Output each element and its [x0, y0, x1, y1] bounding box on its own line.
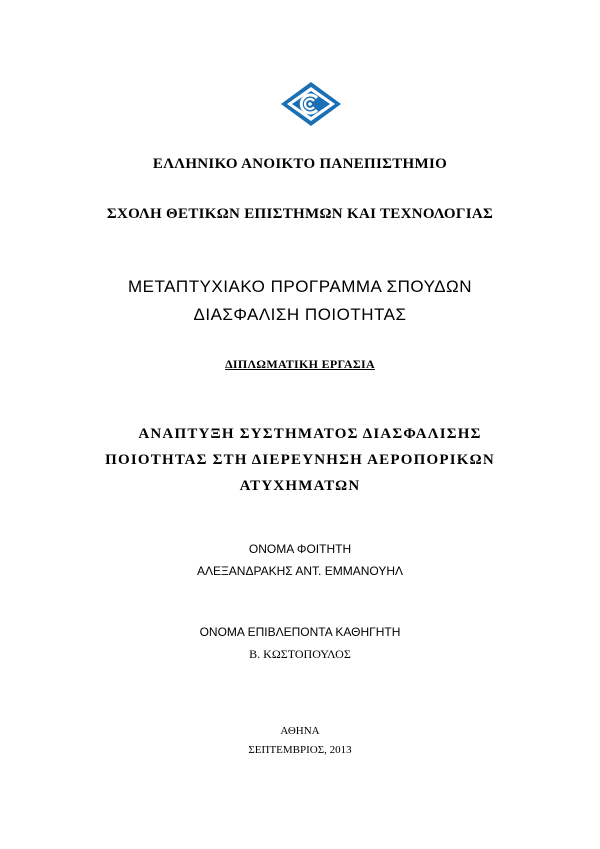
student-name: ΑΛΕΞΑΝΔΡΑΚΗΣ ΑΝΤ. ΕΜΜΑΝΟΥΗΛ: [196, 564, 404, 578]
school-name: ΣΧΟΛΗ ΘΕΤΙΚΩΝ ΕΠΙΣΤΗΜΩΝ ΚΑΙ ΤΕΧΝΟΛΟΓΙΑΣ: [106, 206, 494, 222]
place: ΑΘΗΝΑ: [280, 725, 320, 737]
thesis-title-line-3: ΑΤΥΧΗΜΑΤΩΝ: [239, 478, 361, 494]
program-name: ΜΕΤΑΠΤΥΧΙΑΚΟ ΠΡΟΓΡΑΜΜΑ ΣΠΟΥΔΩΝ: [127, 277, 473, 296]
student-label: ΟΝΟΜΑ ΦΟΙΤΗΤΗ: [248, 542, 352, 556]
document-type: ΔΙΠΛΩΜΑΤΙΚΗ ΕΡΓΑΣΙΑ: [225, 357, 375, 371]
program-specialization: ΔΙΑΣΦΑΛΙΣΗ ΠΟΙΟΤΗΤΑΣ: [193, 305, 407, 324]
thesis-title-line-2: ΠΟΙΟΤΗΤΑΣ ΣΤΗ ΔΙΕΡΕΥΝΗΣΗ ΑΕΡΟΠΟΡΙΚΩΝ: [105, 452, 495, 468]
supervisor-label: ΟΝΟΜΑ ΕΠΙΒΛΕΠΟΝΤΑ ΚΑΘΗΓΗΤΗ: [199, 625, 401, 639]
date: ΣΕΠΤΕΜΒΡΙΟΣ, 2013: [248, 744, 352, 756]
supervisor-name: Β. ΚΩΣΤΟΠΟΥΛΟΣ: [249, 647, 351, 661]
university-name: ΕΛΛΗΝΙΚΟ ΑΝΟΙΚΤΟ ΠΑΝΕΠΙΣΤΗΜΙΟ: [152, 156, 448, 172]
thesis-title-line-1: ΑΝΑΠΤΥΞΗ ΣΥΣΤΗΜΑΤΟΣ ΔΙΑΣΦΑΛΙΣΗΣ: [138, 426, 482, 442]
eap-university-logo-icon: [279, 80, 343, 128]
